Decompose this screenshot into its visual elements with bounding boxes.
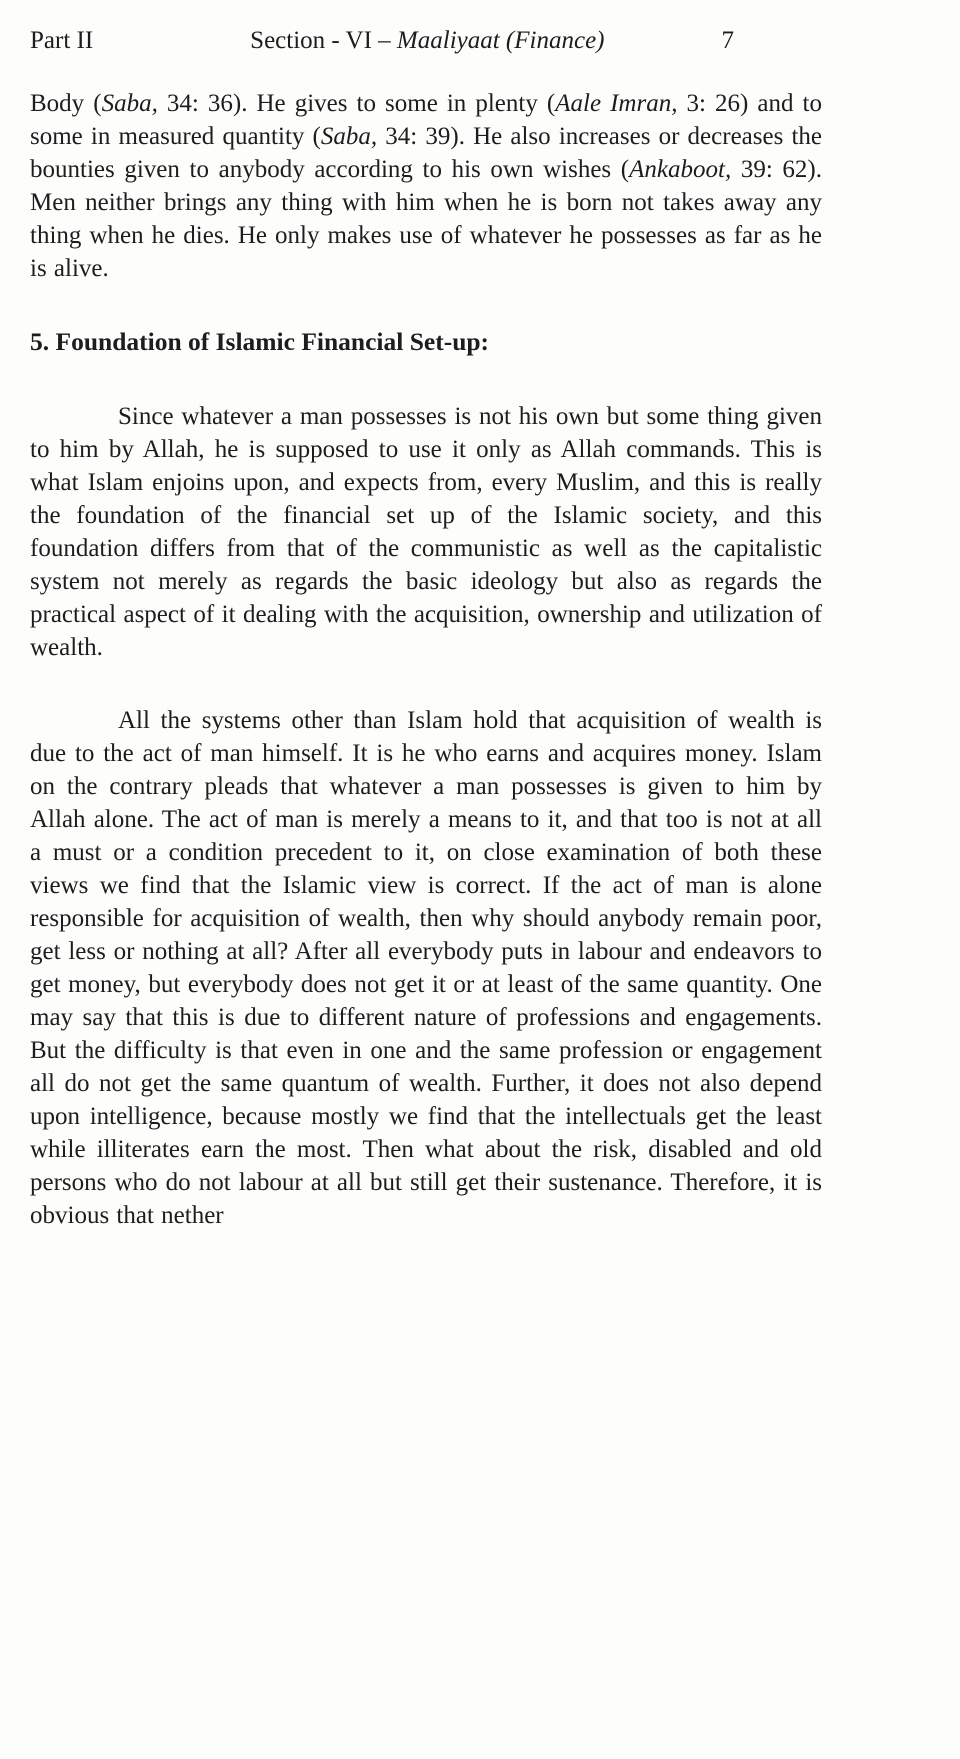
text-segment: 34: 36). He gives to some in plenty ( [157,90,556,117]
text-segment: Body ( [30,90,102,117]
citation-ankaboot: Ankaboot, [629,156,732,183]
header-part-label: Part II [30,27,94,54]
citation-aale-imran: Aale Imran, [555,90,678,117]
page-header [30,0,822,57]
paragraph-body-references [30,87,822,285]
text-segment: 39: 62). Men neither brings any thing with him when he is born not takes away any thing when he dies. He only makes use of whatever he possesses as far as he is alive. [30,156,822,282]
header-section-prefix: Section - VI – [250,27,397,54]
citation-saba: Saba, [101,90,158,117]
page-number: 7 [721,27,734,54]
text-segment: 34: 39). He also increases or decreases the bounties given to anybody according to his own wishes ( [30,123,823,183]
citation-saba-2: Saba, [320,123,378,150]
header-section-label [250,24,604,57]
header-section-title: Maaliyaat (Finance) [396,27,605,54]
section-heading: 5. Foundation of Islamic Financial Set-up: [30,327,490,356]
paragraph-since-whatever: Since whatever a man possesses is not his own but some thing given to him by Allah, he is supposed to use it only as Allah commands. This is what Islam enjoins upon, and expects from, every Muslim, and this is really the foundation of the financial set up of the Islamic society, and this foundation differs from that of the communistic as well as the capitalistic system not merely as regards the basic ideology but also as regards the practical aspect of it dealing with the acquisition, ownership and utilization of wealth. [30,403,822,661]
paragraph-all-the-systems: All the systems other than Islam hold that acquisition of wealth is due to the act of man himself. It is he who earns and acquires money. Islam on the contrary pleads that whatever a man possesses is given to him by Allah alone. The act of man is merely a means to it, and that too is not at all a must or a condition precedent to it, on close examination of both these views we find that the Islamic view is correct. If the act of man is alone responsible for acquisition of wealth, then why should anybody remain poor, get less or nothing at all? After all everybody puts in labour and endeavors to get money, but everybody does not get it or at least of the same quantity. One may say that this is due to different nature of professions and engagements. But the difficulty is that even in one and the same profession or engagement all do not get the same quantum of wealth. Further, it does not also depend upon intelligence, because mostly we find that the intellectuals get the least while illiterates earn the most. Then what about the risk, disabled and old persons who do not labour at all but still get their sustenance. Therefore, it is obvious that nether [30,707,822,1229]
text-segment: 3: 26) and to some in measured quantity ( [30,90,823,150]
